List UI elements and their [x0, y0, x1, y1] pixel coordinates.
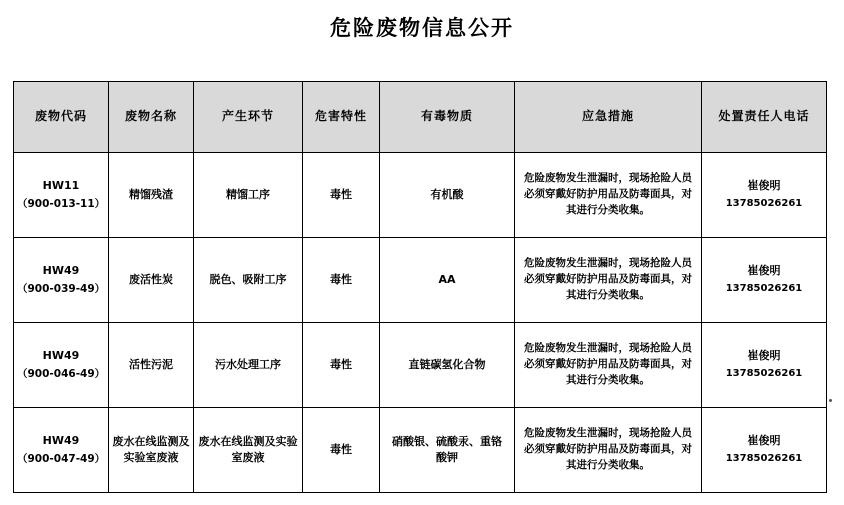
table-row [14, 323, 827, 408]
cell-hazard-property: 毒性 [303, 153, 380, 238]
table-row [14, 238, 827, 323]
table-row [14, 408, 827, 493]
responsible-person-name: 崔俊明 [747, 434, 781, 448]
cell-waste-code [14, 153, 109, 238]
cell-emergency-measures [515, 408, 702, 493]
cell-hazard-property: 毒性 [303, 238, 380, 323]
responsible-person-phone: 13785026261 [725, 198, 803, 210]
cell-toxic-substance [380, 323, 515, 408]
waste-code-sub: （900-047-49） [17, 452, 106, 465]
responsible-person-phone: 13785026261 [725, 368, 803, 380]
toxic-substance-text: 硝酸银、硫酸汞、重铬酸钾 [392, 434, 502, 464]
cell-emergency-measures [515, 323, 702, 408]
emergency-measures-text: 危险废物发生泄漏时，现场抢险人员必须穿戴好防护用品及防毒面具，对其进行分类收集。 [524, 427, 692, 471]
waste-name-text: 精馏残渣 [129, 187, 173, 201]
column-header-waste-name: 废物名称 [109, 82, 194, 153]
responsible-person-name: 崔俊明 [747, 349, 781, 363]
table-header-row [14, 82, 827, 153]
cell-waste-name [109, 153, 194, 238]
page-title: 危险废物信息公开 [330, 16, 514, 40]
generation-stage-text: 精馏工序 [226, 187, 270, 201]
cell-hazard-property: 毒性 [303, 408, 380, 493]
waste-code-sub: （900-013-11） [17, 197, 106, 210]
cell-hazard-property: 毒性 [303, 323, 380, 408]
cell-generation-stage [194, 238, 303, 323]
column-header-waste-code: 废物代码 [14, 82, 109, 153]
cell-generation-stage [194, 153, 303, 238]
cell-waste-code [14, 408, 109, 493]
column-header-emergency-measures: 应急措施 [515, 82, 702, 153]
hazardous-waste-table [13, 81, 827, 493]
cell-waste-code [14, 238, 109, 323]
table-header [14, 82, 827, 153]
responsible-person-phone: 13785026261 [725, 453, 803, 465]
column-header-toxic-substance: 有毒物质 [380, 82, 515, 153]
responsible-person-phone: 13785026261 [725, 283, 803, 295]
column-header-generation-stage: 产生环节 [194, 82, 303, 153]
cell-waste-name [109, 408, 194, 493]
waste-code-sub: （900-046-49） [17, 367, 106, 380]
table-body [14, 153, 827, 493]
page-marker-dot [829, 399, 832, 402]
cell-emergency-measures [515, 238, 702, 323]
waste-code-main: HW49 [42, 433, 80, 447]
column-header-responsible-person-phone: 处置责任人电话 [702, 82, 827, 153]
emergency-measures-text: 危险废物发生泄漏时，现场抢险人员必须穿戴好防护用品及防毒面具，对其进行分类收集。 [524, 172, 692, 216]
responsible-person-name: 崔俊明 [747, 179, 781, 193]
generation-stage-text: 废水在线监测及实验室废液 [198, 434, 298, 464]
cell-generation-stage [194, 408, 303, 493]
waste-name-text: 废活性炭 [129, 272, 173, 286]
waste-name-text: 废水在线监测及实验室废液 [112, 434, 190, 464]
cell-responsible-person [702, 153, 827, 238]
waste-code-main: HW49 [42, 348, 80, 362]
cell-toxic-substance [380, 153, 515, 238]
cell-toxic-substance [380, 238, 515, 323]
cell-responsible-person [702, 408, 827, 493]
table-row [14, 153, 827, 238]
toxic-substance-text: AA [438, 272, 456, 286]
cell-responsible-person [702, 238, 827, 323]
column-header-hazard-property: 危害特性 [303, 82, 380, 153]
cell-generation-stage [194, 323, 303, 408]
cell-emergency-measures [515, 153, 702, 238]
waste-code-main: HW49 [42, 263, 80, 277]
toxic-substance-text: 有机酸 [430, 187, 464, 201]
cell-waste-name [109, 238, 194, 323]
emergency-measures-text: 危险废物发生泄漏时，现场抢险人员必须穿戴好防护用品及防毒面具，对其进行分类收集。 [524, 342, 692, 386]
hazardous-waste-table-container [13, 81, 810, 493]
waste-code-sub: （900-039-49） [17, 282, 106, 295]
generation-stage-text: 污水处理工序 [215, 357, 281, 371]
generation-stage-text: 脱色、吸附工序 [209, 272, 287, 286]
cell-toxic-substance [380, 408, 515, 493]
responsible-person-name: 崔俊明 [747, 264, 781, 278]
cell-waste-name [109, 323, 194, 408]
cell-responsible-person [702, 323, 827, 408]
toxic-substance-text: 直链碳氢化合物 [408, 357, 486, 371]
waste-code-main: HW11 [42, 178, 80, 192]
cell-waste-code [14, 323, 109, 408]
emergency-measures-text: 危险废物发生泄漏时，现场抢险人员必须穿戴好防护用品及防毒面具，对其进行分类收集。 [524, 257, 692, 301]
waste-name-text: 活性污泥 [129, 357, 173, 371]
